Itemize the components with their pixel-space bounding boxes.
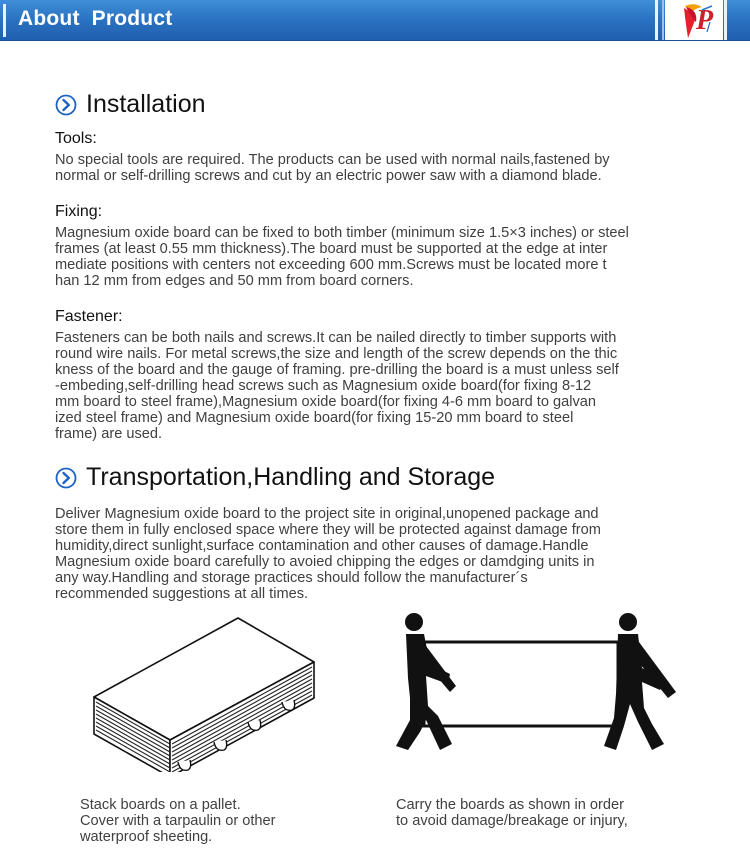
heading-text: Transportation,Handling and Storage <box>86 463 496 491</box>
carrying-board-illustration <box>390 608 690 758</box>
logo-letter: P <box>696 5 714 36</box>
banner-separator <box>724 0 727 40</box>
banner-separator <box>662 0 664 40</box>
page-title: About Product <box>18 7 173 30</box>
figure-caption-carry: Carry the boards as shown in order to avoid damage/breakage or injury, <box>396 797 628 829</box>
paragraph-fixing: Magnesium oxide board can be fixed to both timber (minimum size 1.5×3 inches) or steel frames (at least 0.55 mm thickness).The board must be supported at the edge at inter mediate positions with centers not exceeding 600 mm.Screws must be located more t han 12 mm from edges and 50 mm from board corners. <box>55 225 629 289</box>
banner-left-bar <box>3 4 6 37</box>
paragraph-fastener: Fasteners can be both nails and screws.It can be nailed directly to timber supports with round wire nails. For metal screws,the size and length of the screw depends on the thic kness of the board and the gauge of framing. pre-drilling the board is a must unless self -embeding,self-drilling head screws such as Magnesium oxide board(for fixing 8-12 mm board to steel frame),Magnesium oxide board(for fixing 4-6 mm board to galvan ized steel frame) and Magnesium oxide board(for fixing 15-20 mm board to steel frame) are used. <box>55 330 619 442</box>
section-heading-transport <box>55 463 495 492</box>
subheading-tools: Tools: <box>55 130 97 147</box>
section-heading-installation <box>55 90 206 119</box>
brand-logo-icon <box>672 0 718 44</box>
subheading-fixing: Fixing: <box>55 203 103 220</box>
heading-text: Installation <box>86 90 206 118</box>
subheading-fastener: Fastener: <box>55 308 123 325</box>
paragraph-tools: No special tools are required. The products can be used with normal nails,fastened by normal or self-drilling screws and cut by an electric power saw with a diamond blade. <box>55 152 610 184</box>
board-stack-illustration <box>88 612 328 772</box>
chevron-right-circle-icon <box>55 94 77 116</box>
paragraph-transport: Deliver Magnesium oxide board to the project site in original,unopened package and store them in fully enclosed space where they will be protected against damage from humidity,direct sunlight,surface contamination and other causes of damage.Handle Magnesium oxide board carefully to avoied chipping the edges or damdging units in any way.Handling and storage practices should follow the manufacturer´s recommended suggestions at all times. <box>55 506 601 602</box>
banner-separator <box>655 0 658 40</box>
figure-caption-stack: Stack boards on a pallet. Cover with a tarpaulin or other waterproof sheeting. <box>80 797 276 845</box>
chevron-right-circle-icon <box>55 467 77 489</box>
header-banner <box>0 0 750 41</box>
